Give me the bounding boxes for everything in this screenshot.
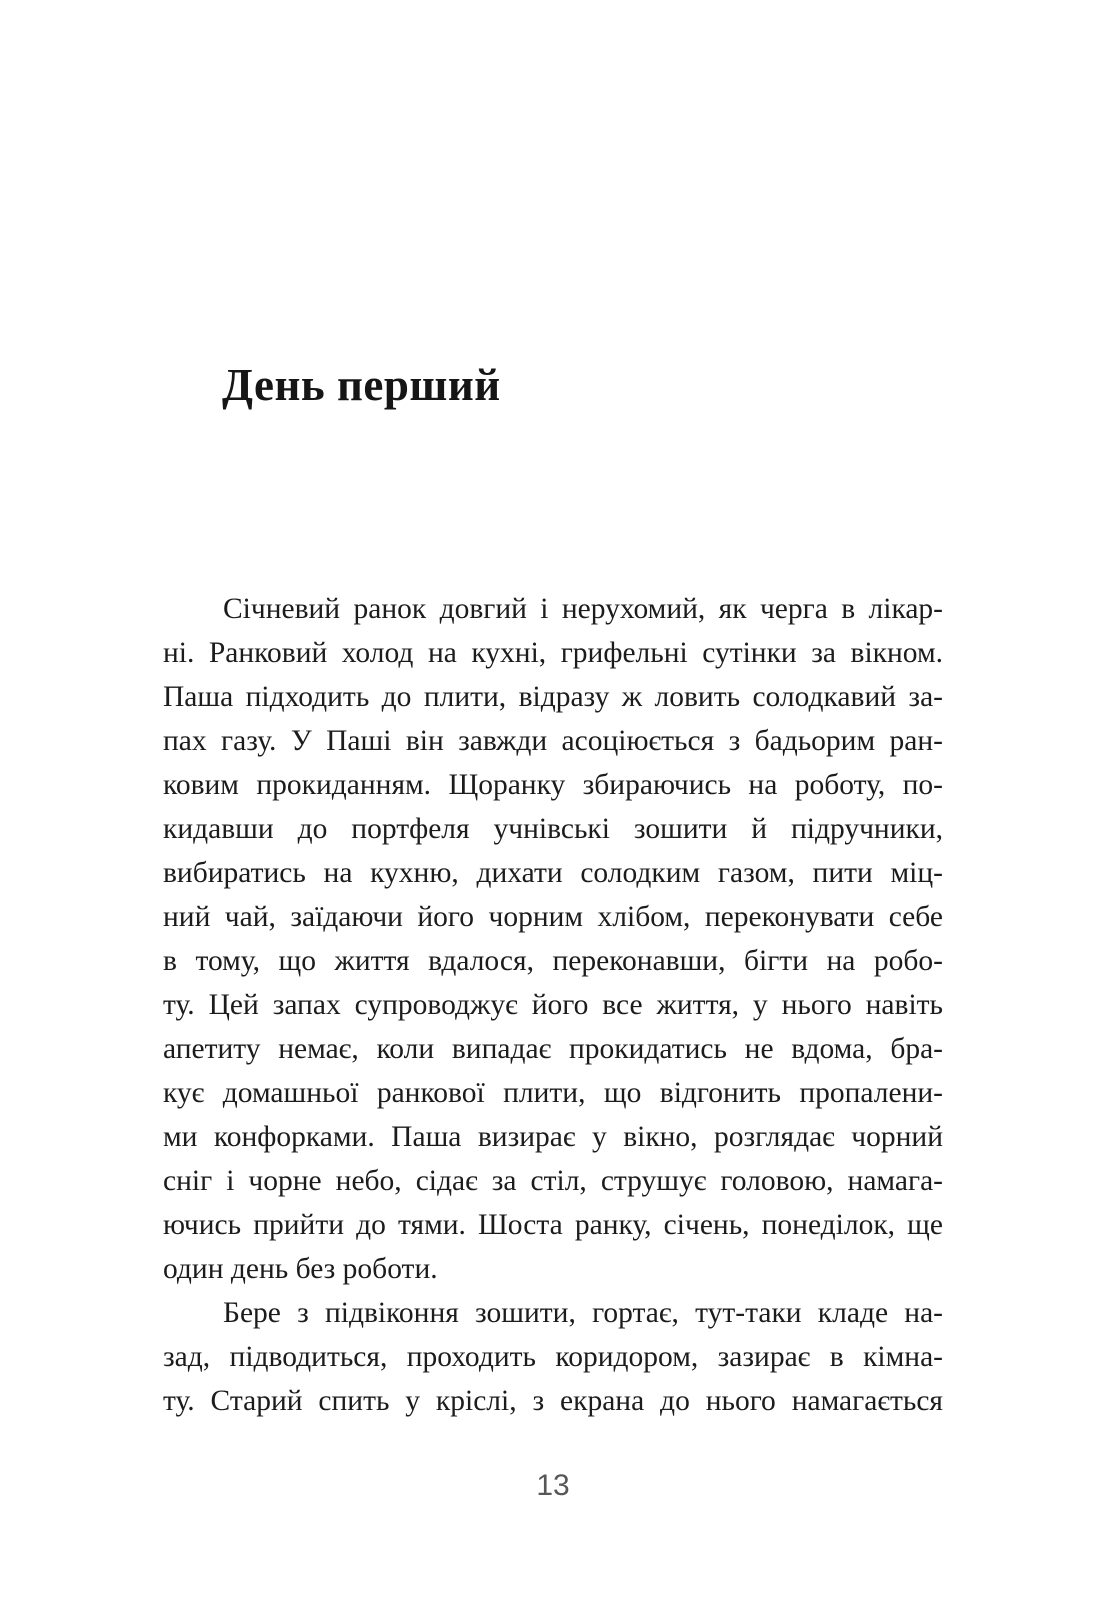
text-line: Паша підходить до плити, відразу ж ловить солодкавий за- bbox=[163, 681, 943, 713]
text-line: в тому, що життя вдалося, переконавши, бігти на робо- bbox=[163, 945, 943, 977]
text-line: апетиту немає, коли випадає прокидатись не вдома, бра- bbox=[163, 1033, 943, 1065]
text-line: зад, підводиться, проходить коридором, зазирає в кімна- bbox=[163, 1341, 943, 1373]
text-line: ючись прийти до тями. Шоста ранку, січень, понеділок, ще bbox=[163, 1209, 943, 1241]
text-line: ми конфорками. Паша визирає у вікно, розглядає чорний bbox=[163, 1121, 943, 1153]
text-line: пах газу. У Паші він завжди асоціюється з бадьорим ран- bbox=[163, 725, 943, 757]
text-line: ковим прокиданням. Щоранку збираючись на роботу, по- bbox=[163, 769, 943, 801]
text-block bbox=[163, 587, 943, 1423]
page-number: 13 bbox=[536, 1469, 570, 1502]
text-line: вибиратись на кухню, дихати солодким газом, пити міц- bbox=[163, 857, 943, 889]
text-line: сніг і чорне небо, сідає за стіл, струшує головою, намага- bbox=[163, 1165, 943, 1197]
chapter-title: День перший bbox=[222, 360, 501, 410]
text-line: кидавши до портфеля учнівські зошити й підручники, bbox=[163, 813, 943, 845]
text-line: ний чай, заїдаючи його чорним хлібом, переконувати себе bbox=[163, 901, 943, 933]
text-line: кує домашньої ранкової плити, що відгонить пропалени- bbox=[163, 1077, 943, 1109]
text-line: один день без роботи. bbox=[163, 1253, 438, 1285]
text-line: ту. Цей запах супроводжує його все життя, у нього навіть bbox=[163, 989, 943, 1021]
text-line: ту. Старий спить у кріслі, з екрана до нього намагається bbox=[163, 1385, 943, 1417]
text-line: Січневий ранок довгий і нерухомий, як черга в лікар- bbox=[223, 593, 943, 625]
text-line: ні. Ранковий холод на кухні, грифельні сутінки за вікном. bbox=[163, 637, 943, 669]
text-line: Бере з підвіконня зошити, гортає, тут-таки кладе на- bbox=[223, 1297, 943, 1329]
